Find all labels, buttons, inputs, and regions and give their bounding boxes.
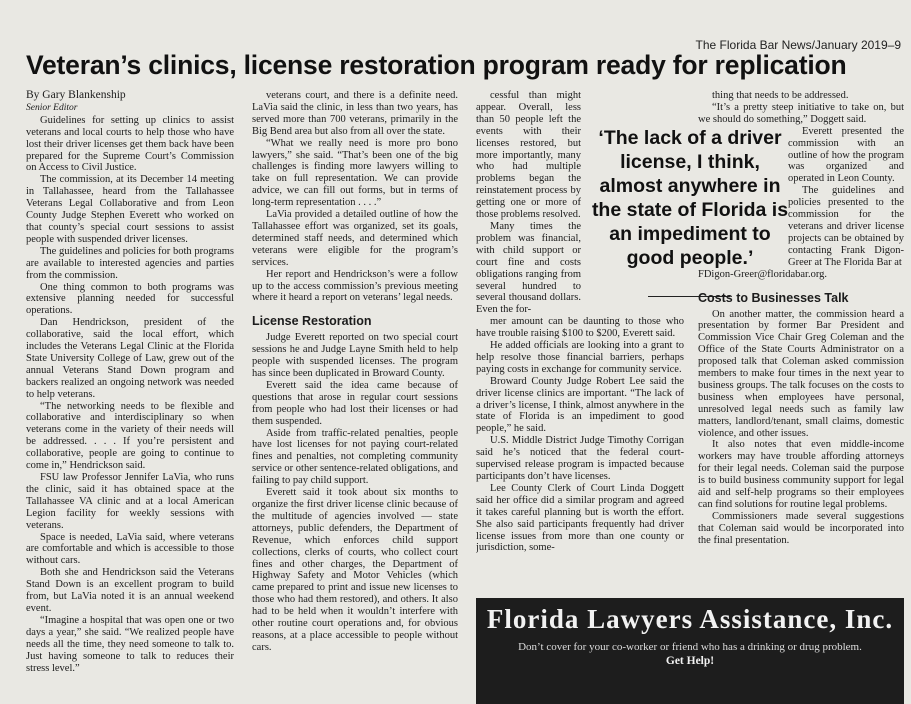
paragraph: The guidelines and policies presented to the commission for the veterans and driver license projects can be obtained by contacting Frank Digon-Greer at The Florida Bar at: [788, 185, 904, 268]
byline: By Gary Blankenship: [26, 89, 126, 101]
column-1-body: [26, 115, 234, 675]
paragraph: FSU law Professor Jennifer LaVia, who runs the clinic, said it has obtained space at the Tallahassee VA clinic and at a local American Legion facility for weekly sessions with veterans.: [26, 472, 234, 531]
paragraph: “It’s a pretty steep initiative to take on, but we should do something,” Doggett said.: [698, 101, 904, 125]
column-2: [252, 90, 458, 654]
paragraph: Commissioners made several suggestions that Coleman said would be incorporated into the final presentation.: [698, 510, 904, 546]
paragraph: The guidelines and policies for both programs are available to interested agencies and parties from the commission.: [26, 245, 234, 281]
paragraph: thing that needs to be addressed.: [712, 90, 849, 101]
paragraph: LaVia provided a detailed outline of how the Tallahassee effort was organized, set its goals, determined staff needs, and determined which veterans were eligible for the program’s services.: [252, 209, 458, 268]
paragraph: Both she and Hendrickson said the Veterans Stand Down is an excellent program to build from, but LaVia noted it is an annual weekend event.: [26, 567, 234, 614]
page-header: The Florida Bar News/January 2019–9: [695, 38, 901, 52]
paragraph: The commission, at its December 14 meeting in Tallahassee, heard from the Tallahassee Veterans Legal Collaborative and from Leon County Judge Stephen Everett who worked on that county’s special court sessions to assist people with suspended driver licenses.: [26, 174, 234, 245]
paragraph: He added officials are looking into a grant to help resolve those financial barriers, perhaps paying costs in exchange for community service.: [476, 340, 684, 375]
paragraph: Many times the problem was financial, with child support or court fine and costs obligations ranging from several hundred to several thousand dollars. Even the for-: [476, 220, 581, 316]
paragraph: Space is needed, LaVia said, where veterans are comfortable and which is accessible to those without cars.: [26, 531, 234, 567]
contact-email: FDigon-Greer@floridabar.org.: [698, 268, 828, 280]
column-4: [698, 90, 904, 547]
ad-title: Florida Lawyers Assistance, Inc.: [486, 604, 894, 634]
paragraph: Guidelines for setting up clinics to assist veterans and local courts to help those who have lost their driver licenses get them back have been prepared for the Supreme Court’s Commission on Access to Civil Justice.: [26, 114, 234, 174]
paragraph: veterans court, and there is a definite need. LaVia said the clinic, in less than two years, has served more than 700 veterans, primarily in the Big Bend area but also from all over the state.: [252, 90, 458, 137]
paragraph: Judge Everett reported on two special court sessions he and Judge Layne Smith held to help people with suspended licenses. The program has since been duplicated in Broward County.: [252, 332, 458, 380]
paragraph: “The networking needs to be flexible and collaborative and interdisciplinary so when veterans come in the variety of their needs will be addressed. . . . If you’re persistent and collaborative, people are going to continue to come in,” Hendrickson said.: [26, 400, 234, 472]
paragraph: Broward County Judge Robert Lee said the driver license clinics are important. “The lack of a driver’s license, I think, almost anywhere in the state of Florida is an impediment to good people,” he said.: [476, 375, 684, 435]
column-3-body: [476, 316, 684, 554]
column-4-top: [698, 90, 904, 126]
column-4-narrow-body: [788, 126, 904, 269]
paragraph: Dan Hendrickson, president of the collaborative, said the local effort, which includes the Veterans Legal Clinic at the Florida State University College of Law, grew out of the annual Veterans Stand Down program and backers realized an ongoing network was needed to help veterans.: [26, 317, 234, 400]
paragraph: On another matter, the commission heard a presentation by former Bar President and Commission Vice Chair Greg Coleman and the Office of the State Courts Administrator on a proposed talk that Coleman asked commission members to make four times in the next year to business groups. The talk focuses on the costs to business when employees have personal, unresolved legal needs such as family law matters, landlord/tenant, small claims, domestic violence, and other issues.: [698, 308, 904, 439]
subhead-license-restoration: License Restoration: [252, 314, 372, 329]
paragraph: Her report and Hendrickson’s were a follow up to the access commission’s previous meeting where it heard a report on veterans’ legal needs.: [252, 268, 458, 304]
headline: Veteran’s clinics, license restoration program ready for replication: [26, 50, 847, 80]
ad-call-to-action: Get Help!: [665, 655, 715, 667]
column-2b-body: [252, 332, 458, 653]
paragraph: mer amount can be daunting to those who have trouble raising $100 to $200, Everett said.: [476, 316, 684, 340]
paragraph: Everett presented the commission with an outline of how the program was organized and operated in Leon County.: [788, 125, 904, 185]
column-3-narrow-body: [476, 90, 581, 316]
column-4-body: [698, 309, 904, 547]
byline-role: Senior Editor: [26, 102, 78, 113]
advertisement: [476, 598, 904, 704]
paragraph: Everett said it took about six months to organize the first driver license clinic because of the multitude of agencies involved — state attorneys, public defenders, the Department of Revenue, which enforces child support collections, clerks of courts, who collect court fines and other charges, the Department of Highway Safety and Motor Vehicles (which came prepared to print and issue new licenses to those who had them restored), and others. It also had to be held when it wouldn’t interfere with other routine court operations and, for obvious reasons, at a place accessible to people without cars.: [252, 487, 458, 653]
paragraph: Aside from traffic-related penalties, people have lost licenses for not paying court-related fines and penalties, not completing community service or other sentence-related obligations, and failing to pay child support.: [252, 427, 458, 487]
paragraph: U.S. Middle District Judge Timothy Corrigan said he’s noticed that the federal court-supervised release program is impacted because participants don’t have licenses.: [476, 435, 684, 482]
paragraph: Everett said the idea came because of questions that arose in regular court sessions from people who had lost their licenses or had them suspended.: [252, 379, 458, 427]
paragraph: One thing common to both programs was extensive planning needed for successful operations.: [26, 281, 234, 317]
paragraph: Lee County Clerk of Court Linda Doggett said her office did a similar program and agreed it takes careful planning but is worth the effort. She also said participants frequently had driver license issues from more than one county or jurisdiction, some-: [476, 482, 684, 554]
subhead-costs-to-businesses: Costs to Businesses Talk: [698, 290, 849, 305]
column-1: [26, 90, 234, 674]
pull-quote: ‘The lack of a driver license, I think, almost anywhere in the state of Florida is an impediment to good people.’: [591, 127, 789, 269]
ad-text: Don’t cover for your co-worker or friend who has a drinking or drug problem.: [518, 641, 862, 653]
column-2-body: [252, 90, 458, 304]
paragraph: It also notes that even middle-income workers may have trouble affording attorneys for their legal needs. Coleman said the purpose is to build business community support for legal aid and self-help programs so their employees can find solutions for routine legal problems.: [698, 439, 904, 510]
paragraph: “Imagine a hospital that was open one or two days a year,” she said. “We realized people have needs all the time, they need someone to talk to. Just having someone to talk to reduces their stress level.”: [26, 614, 234, 674]
paragraph: cessful than might appear. Overall, less than 50 people left the events with their licenses restored, but more importantly, many who had multiple problems began the reinstatement process by getting one or more of those problems resolved.: [476, 90, 581, 221]
paragraph: “What we really need is more pro bono lawyers,” she said. “That’s been one of the big challenges is finding more lawyers willing to take on full representation. We can provide advice, we can fill out forms, but in terms of long-term representation . . . .”: [252, 137, 458, 209]
